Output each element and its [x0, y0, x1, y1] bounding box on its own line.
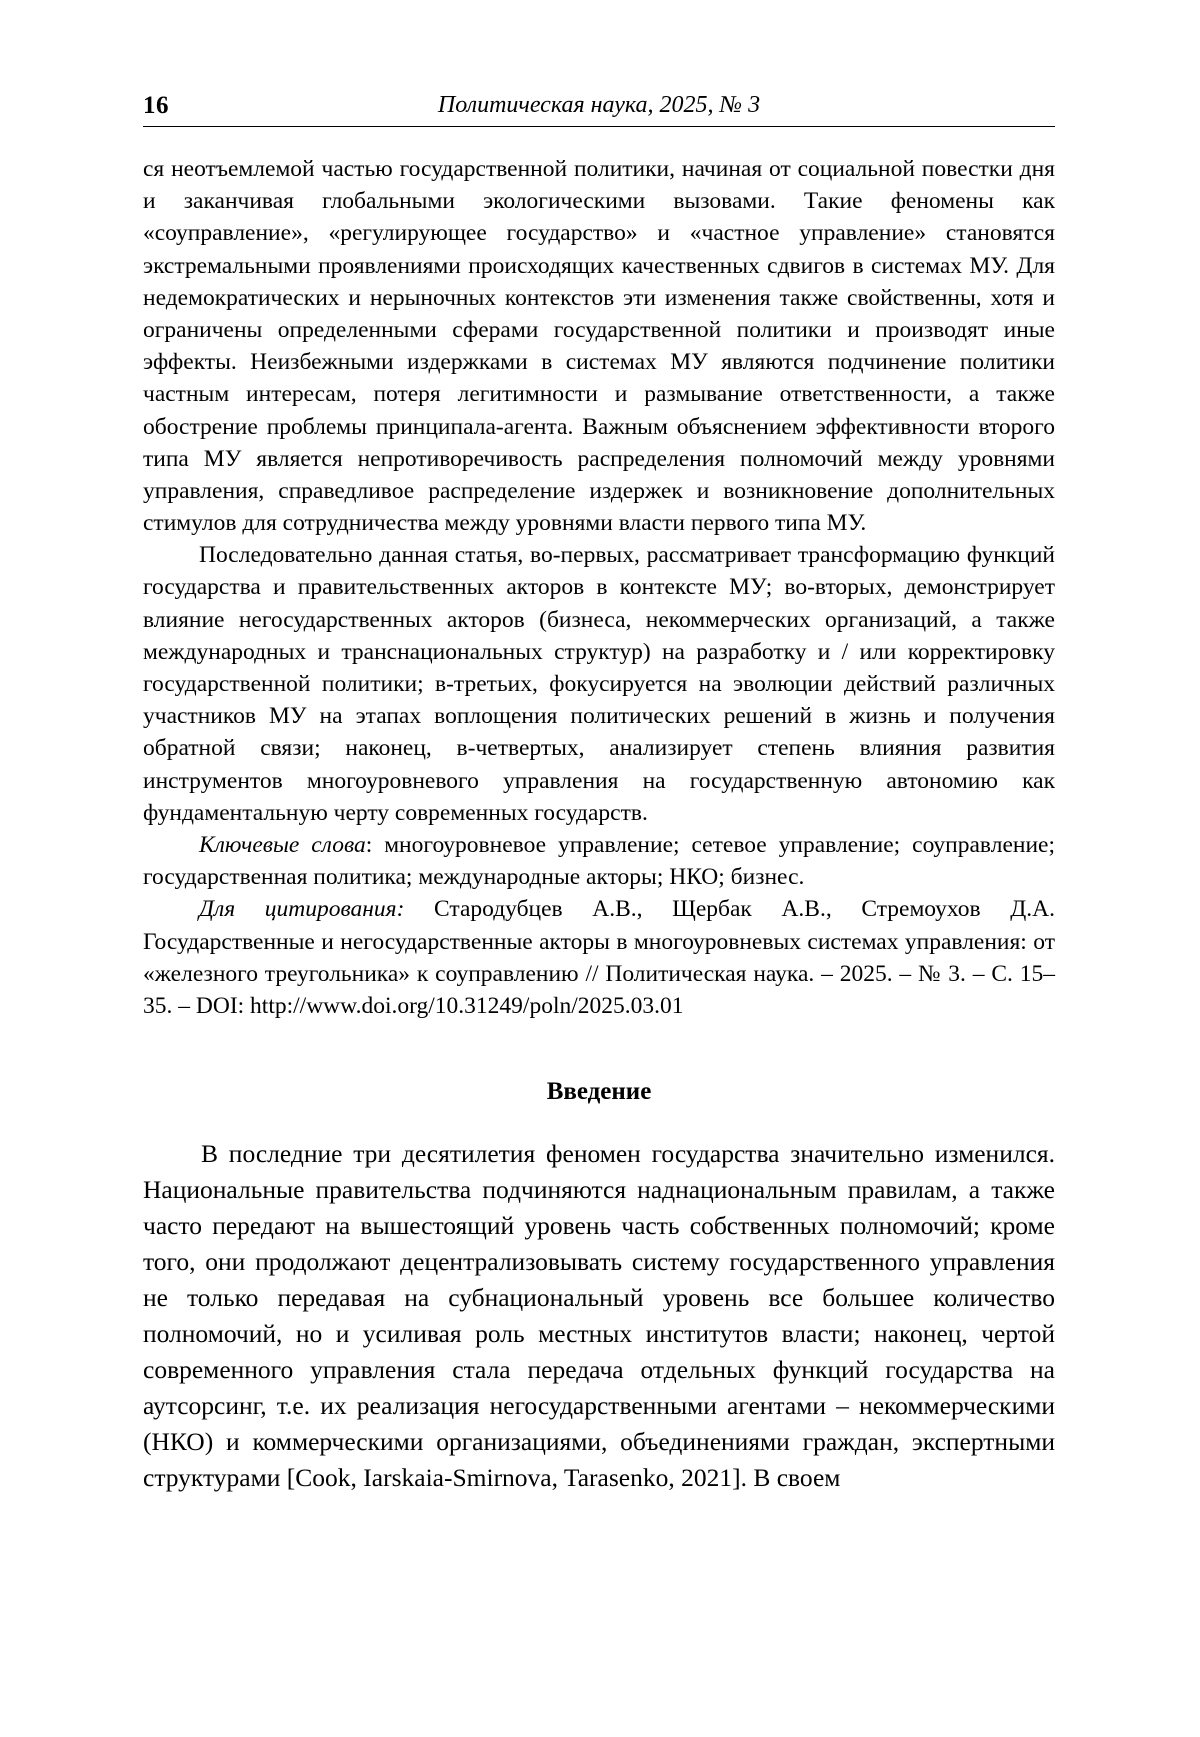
citation-paragraph: [143, 893, 1055, 1022]
keywords-paragraph: [143, 829, 1055, 893]
citation-text: Стародубцев А.В., Щербак А.В., Стремоухов Д.А. Государственные и негосударственные акторы в многоуровневых системах управления: от «железного треугольника» к соуправлению // Политическая наука. – 2025. – № 3. – С. 15–35. – DOI: http://www.doi.org/10.31249/poln/2025.03.01: [143, 896, 1055, 1019]
section-heading: Введение: [546, 1078, 652, 1106]
introduction-paragraph-1: В последние три десятилетия феномен государства значительно изменился. Национальные правительства подчиняются наднациональным правилам, а также часто передают на вышестоящий уровень часть собственных полномочий; кроме того, они продолжают децентрализовывать систему государственного управления не только передавая на субнациональный уровень все большее количество полномочий, но и усиливая роль местных институтов власти; наконец, чертой современного управления стала передача отдельных функций государства на аутсорсинг, т.е. их реализация негосударственными агентами – некоммерческими (НКО) и коммерческими организациями, объединениями граждан, экспертными структурами [Cook, Iarskaia-Smirnova, Tarasenko, 2021]. В своем: [143, 1139, 1055, 1492]
citation-label: Для цитирования:: [199, 896, 405, 923]
abstract-block: [143, 153, 1055, 1022]
keywords-text: : многоуровневое управление; сетевое управление; соуправление; государственная политика; международные акторы; НКО; бизнес.: [143, 831, 1055, 891]
page-content: [143, 92, 1055, 1496]
keywords-label: Ключевые слова: [199, 831, 366, 858]
page-number: 16: [143, 92, 169, 119]
page-header: [143, 92, 1055, 127]
abstract-paragraph-1: ся неотъемлемой частью государственной политики, начиная от социальной повестки дня и заканчивая глобальными экологическими вызовами. Такие феномены как «соуправление», «регулирующее государство» и «частное управление» становятся экстремальными проявлениями происходящих качественных сдвигов в системах МУ. Для недемократических и нерыночных контекстов эти изменения также свойственны, хотя и ограничены определенными сферами государственной политики и производят иные эффекты. Неизбежными издержками в системах МУ являются подчинение политики частным интересам, потеря легитимности и размывание ответственности, а также обострение проблемы принципала-агента. Важным объяснением эффективности второго типа МУ является непротиворечивость распределения полномочий между уровнями управления, справедливое распределение издержек и возникновение дополнительных стимулов для сотрудничества между уровнями власти первого типа МУ.: [143, 156, 1055, 537]
introduction-block: [143, 1136, 1055, 1496]
journal-title: Политическая наука, 2025, № 3: [437, 92, 761, 118]
abstract-paragraph-2: Последовательно данная статья, во-первых, рассматривает трансформацию функций государства и правительственных акторов в контексте МУ; во-вторых, демонстрирует влияние негосударственных акторов (бизнеса, некоммерческих организаций, а также международных и транснациональных структур) на разработку и / или корректировку государственной политики; в-третьих, фокусируется на эволюции действий различных участников МУ на этапах воплощения политических решений в жизнь и получения обратной связи; наконец, в-четвертых, анализирует степень влияния развития инструментов многоуровневого управления на государственную автономию как фундаментальную черту современных государств.: [143, 542, 1055, 826]
